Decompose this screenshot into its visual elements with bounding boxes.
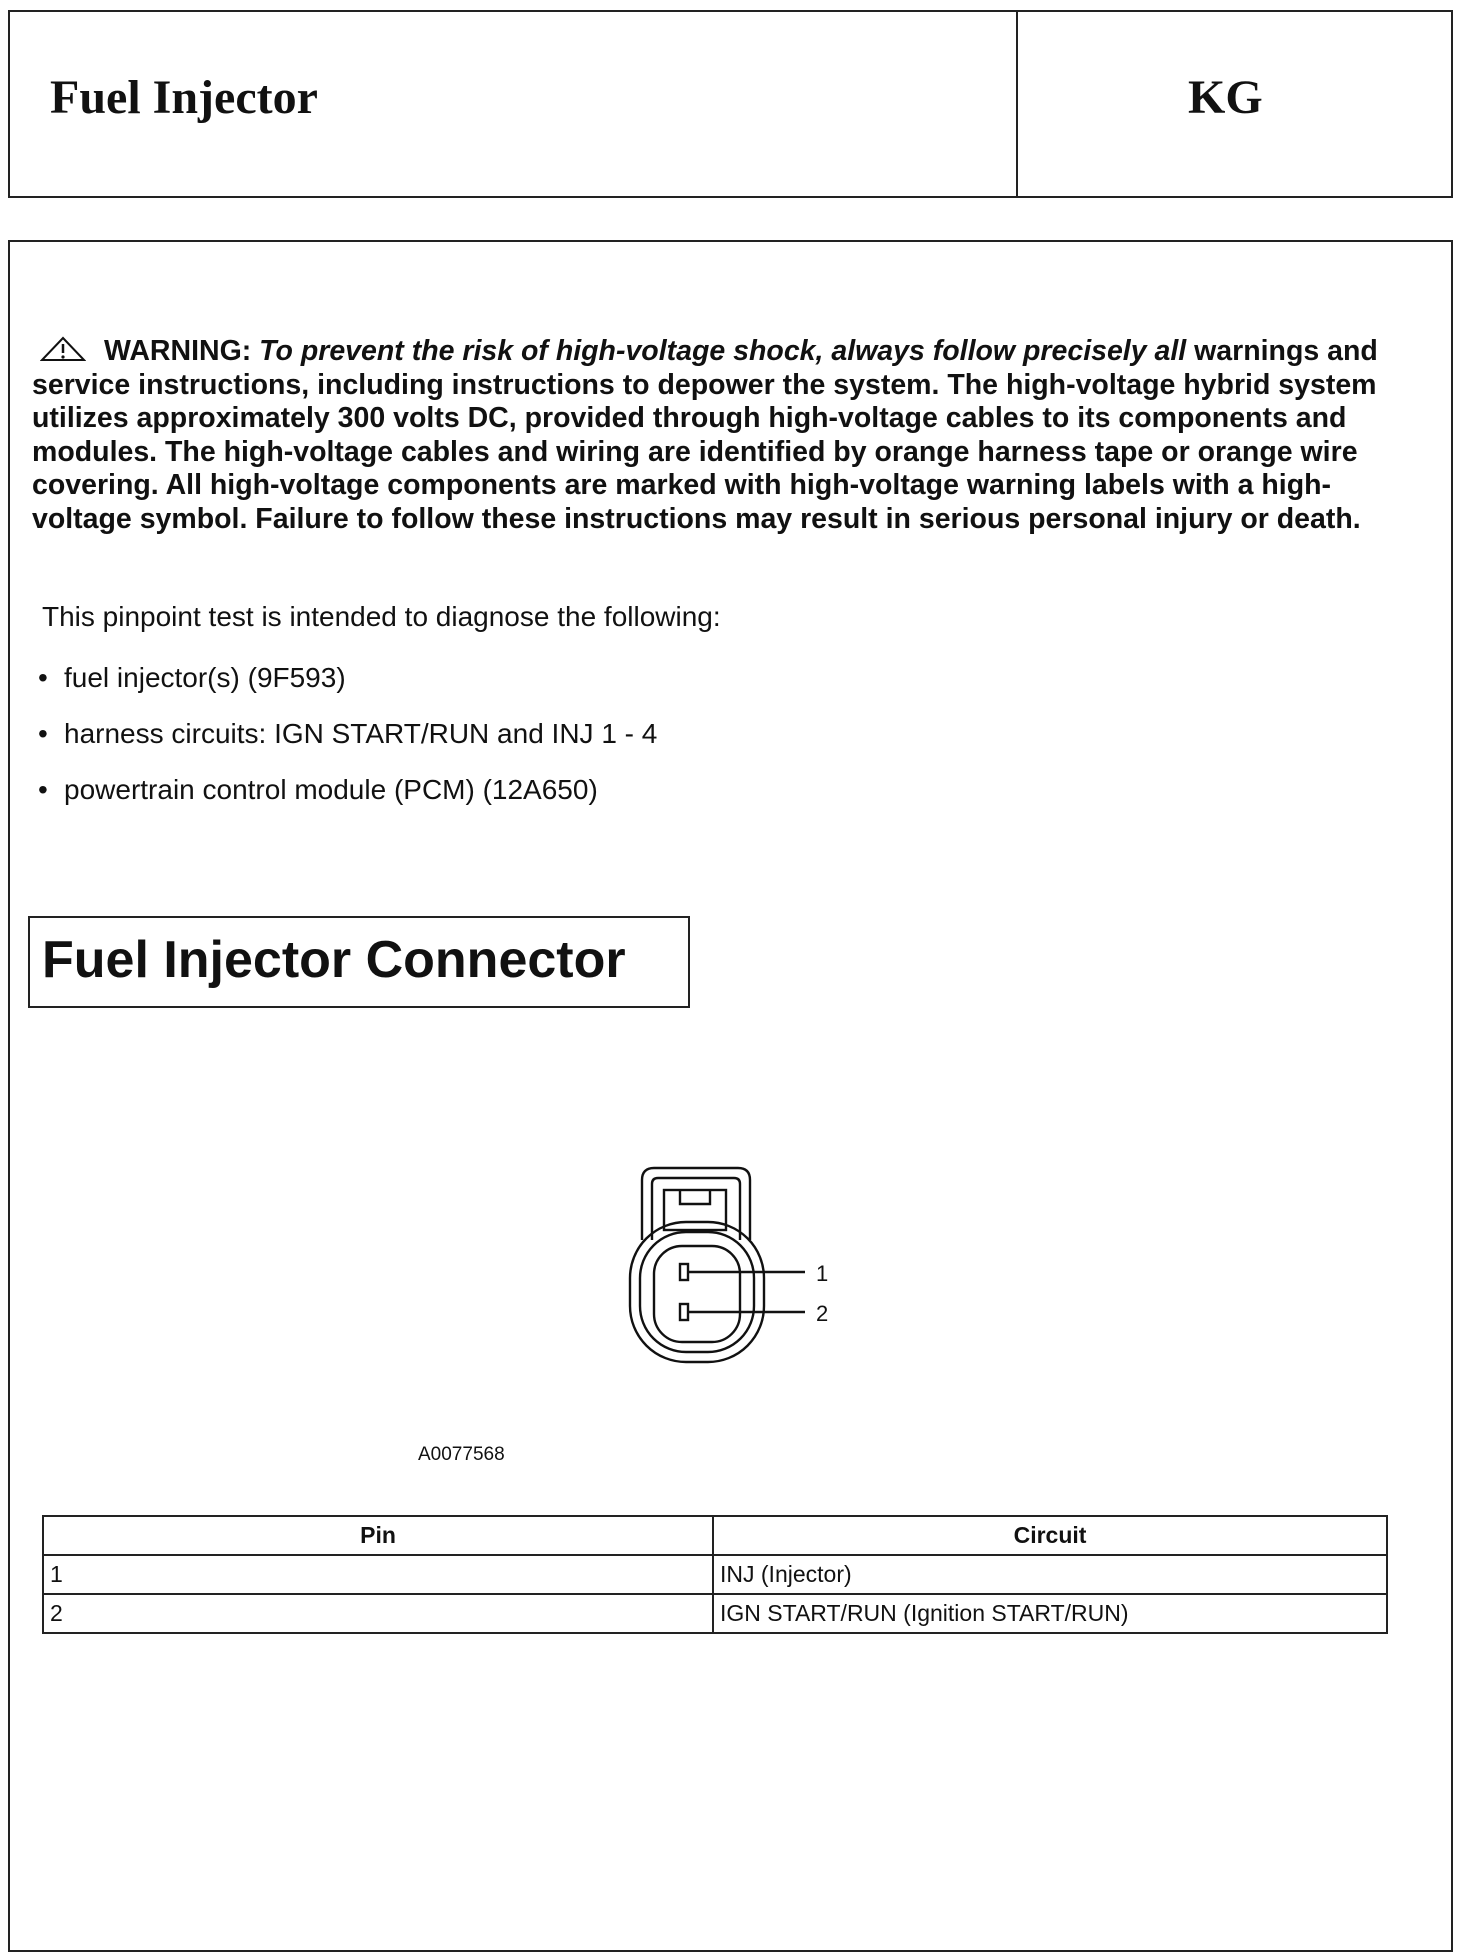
circuit-cell: INJ (Injector) [713, 1555, 1387, 1594]
list-item: • powertrain control module (PCM) (12A650) [38, 774, 598, 805]
section-code: KG [1188, 71, 1263, 124]
table-row [43, 1594, 1387, 1633]
pin-label-1: 1 [816, 1261, 829, 1286]
figure-id: A0077568 [418, 1444, 505, 1465]
intro-text: This pinpoint test is intended to diagnose the following: [42, 601, 721, 632]
header-divider [1016, 12, 1018, 196]
connector-body-inner [640, 1232, 754, 1352]
connector-cavity [654, 1246, 740, 1342]
pin-cell: 1 [43, 1555, 713, 1594]
pin-table [42, 1515, 1388, 1634]
pin-1-terminal [680, 1264, 688, 1280]
pin-2-terminal [680, 1304, 688, 1320]
column-header-circuit: Circuit [713, 1516, 1387, 1555]
list-item: • harness circuits: IGN START/RUN and INJ 1 - 4 [38, 718, 658, 749]
column-header-pin: Pin [43, 1516, 713, 1555]
table-header-row [43, 1516, 1387, 1555]
pin-label-2: 2 [816, 1301, 829, 1326]
table-row [43, 1555, 1387, 1594]
pin-cell: 2 [43, 1594, 713, 1633]
connector-diagram [620, 1160, 860, 1370]
warning-label: WARNING: [104, 335, 252, 367]
warning-block [32, 335, 1412, 536]
warning-triangle-icon [40, 336, 86, 362]
page-title: Fuel Injector [50, 71, 318, 124]
circuit-cell: IGN START/RUN (Ignition START/RUN) [713, 1594, 1387, 1633]
list-item: • fuel injector(s) (9F593) [38, 662, 346, 693]
section-title: Fuel Injector Connector [28, 916, 690, 1008]
warning-text-italic: To prevent the risk of high-voltage shock, always follow precisely all [259, 335, 1187, 367]
warning-text: warnings and service instructions, including instructions to depower the system. The high-voltage hybrid system utilizes approximately 300 volts DC, provided through high-voltage cables to its components and modules. The high-voltage cables and wiring are identified by orange harness tape or orange wire covering. All high-voltage components are marked with high-voltage warning labels with a high-voltage symbol. Failure to follow these instructions may result in serious personal injury or death. [32, 335, 1378, 535]
diagnosis-list [38, 660, 657, 828]
